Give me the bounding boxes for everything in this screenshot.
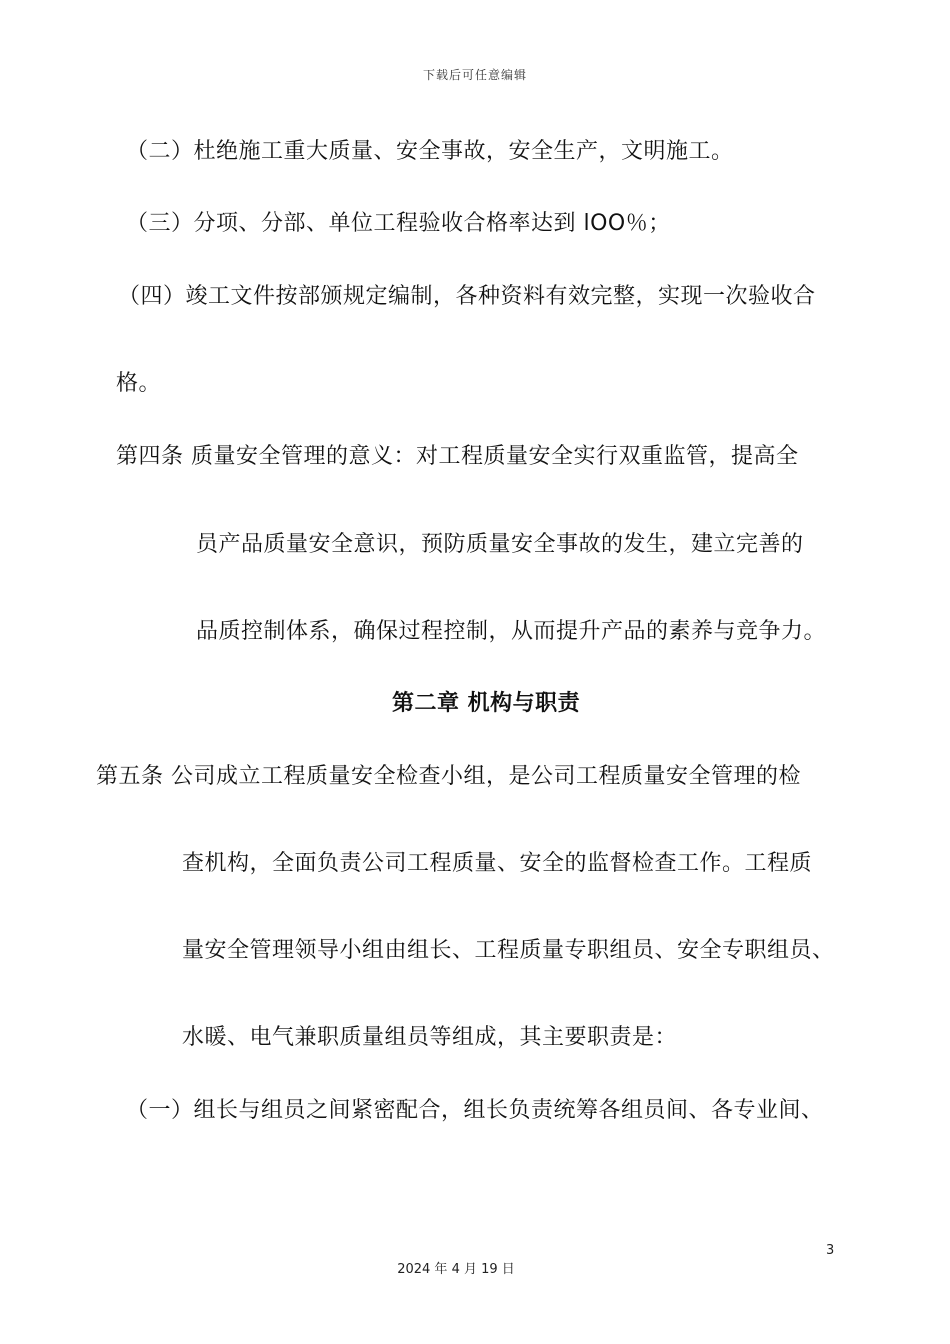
header-note: 下载后可任意编辑 bbox=[422, 68, 527, 82]
paragraph-line-2: （三）分项、分部、单位工程验收合格率达到 lOO％； bbox=[126, 211, 671, 236]
paragraph-line-4: 格。 bbox=[116, 371, 162, 396]
article-4-line-1: 第四条 质量安全管理的意义：对工程质量安全实行双重监管，提高全 bbox=[116, 444, 799, 469]
article-5-line-4: 水暖、电气兼职质量组员等组成，其主要职责是： bbox=[182, 1025, 678, 1050]
duty-item-1-line-1: （一）组长与组员之间紧密配合，组长负责统筹各组员间、各专业间、 bbox=[126, 1098, 824, 1123]
article-5-line-1: 第五条 公司成立工程质量安全检查小组，是公司工程质量安全管理的检 bbox=[96, 764, 801, 789]
article-5-line-3: 量安全管理领导小组由组长、工程质量专职组员、安全专职组员、 bbox=[182, 938, 835, 963]
article-4-line-2: 员产品质量安全意识，预防质量安全事故的发生，建立完善的 bbox=[196, 532, 804, 557]
page-number: 3 bbox=[826, 1243, 835, 1258]
paragraph-line-3: （四）竣工文件按部颁规定编制，各种资料有效完整，实现一次验收合 bbox=[118, 284, 816, 309]
article-4-line-3: 品质控制体系，确保过程控制，从而提升产品的素养与竞争力。 bbox=[196, 619, 827, 644]
article-5-line-2: 查机构，全面负责公司工程质量、安全的监督检查工作。工程质 bbox=[182, 851, 813, 876]
paragraph-line-1: （二）杜绝施工重大质量、安全事故，安全生产，文明施工。 bbox=[126, 139, 734, 164]
chapter-heading: 第二章 机构与职责 bbox=[392, 691, 581, 716]
footer-date: 2024 年 4 月 19 日 bbox=[397, 1262, 515, 1277]
